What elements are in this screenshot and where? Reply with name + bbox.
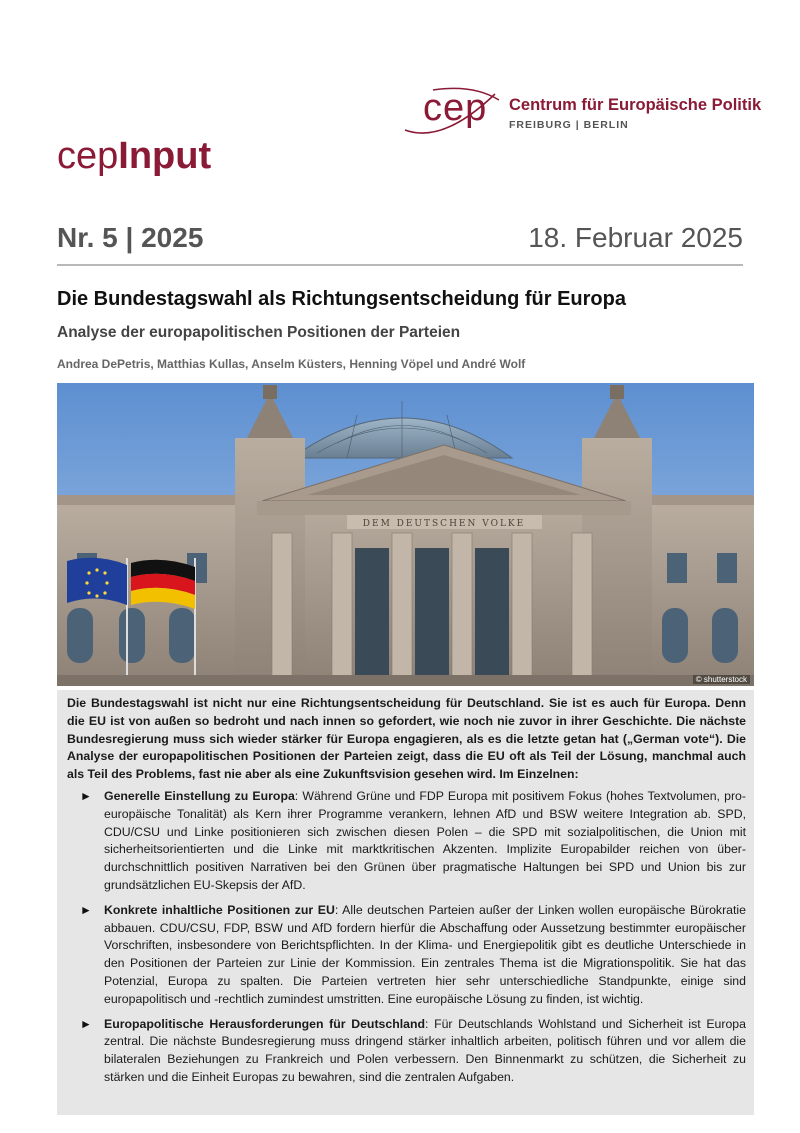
cep-logo [403, 86, 763, 142]
divider [57, 264, 743, 266]
triangle-right-icon: ► [80, 1016, 92, 1031]
logo-wordmark: cep [423, 87, 488, 129]
bullet-lead: Europapolitische Herausforderungen für Deutschland [104, 1016, 426, 1031]
bullet-lead: Konkrete inhaltliche Positionen zur EU [104, 902, 335, 917]
photo-credit: © shutterstock [693, 675, 750, 684]
summary-intro: Die Bundestagswahl ist nicht nur eine Richtungsentscheidung für Deutschland. Sie ist es auch für Europa. Denn die EU ist von außen so bedroht und nach innen so gefordert, wie noch nie zuvor in ihrer Geschichte. Die nächste Bundesregierung muss sich wieder stärker für Europa engagieren, als es die letzte getan hat („German vote“). Die Analyse der europapolitischen Positionen der Parteien zeigt, dass die EU oft als Teil der Lösung, manchmal auch als Teil des Problems, fast nie aber als eine Zukunftsvision gesehen wird. Im Einzelnen: [67, 696, 746, 782]
series-name: Input [118, 135, 212, 177]
summary-box [57, 690, 754, 1115]
reichstag-illustration [57, 383, 754, 686]
bullet-text: : Für Deutschlands Wohlstand und Sicherheit ist Europa zentral. Die nächste Bundesregierung muss dringend stärker inhaltlich arbeiten, politisch führen und vor allem die bilateralen Beziehungen zu Frankreich und Polen verbessern. Den Binnenmarkt zu schützen, die Sicherheit zu stärken und die Einheit Europas zu bewahren, sind die zentralen Aufgaben. [104, 1016, 746, 1084]
triangle-right-icon: ► [80, 788, 92, 803]
bullet-lead: Generelle Einstellung zu Europa [104, 788, 295, 803]
inscription: DEM DEUTSCHEN VOLKE [362, 519, 526, 529]
org-name: Centrum für Europäische Politik [509, 96, 762, 114]
list-item [67, 902, 746, 1009]
reichstag-photo [57, 383, 754, 686]
article-authors: Andrea DePetris, Matthias Kullas, Anselm Küsters, Henning Vöpel und André Wolf [57, 357, 526, 371]
list-item [67, 1016, 746, 1087]
eu-flag-icon [67, 558, 127, 605]
series-title [57, 133, 211, 179]
list-item [67, 788, 746, 895]
summary-bullets [67, 788, 746, 1087]
german-flag-icon [131, 560, 195, 609]
bullet-text: : Während Grüne und FDP Europa mit positivem Fokus (hohes Textvolumen, pro-europäische Tonalität) als Kern ihrer Programme verankern, lehnen AfD und BSW weitere Integration ab. SPD, CDU/CSU und Linke positionieren sich zwischen diesen Polen – die SPD mit sozialpolitischen, die Union mit sicherheitsorientierten und die Linke mit marktkritischen Akzenten. Implizite Europabilder reichen von über-durchschnittlich positiven Narrativen bei den Grünen über pragmatische Haltungen bei SPD und Union bis zur grundsätzlichen EU-Skepsis der AfD. [104, 788, 746, 892]
series-prefix: cep [57, 135, 119, 177]
article-title: Die Bundestagswahl als Richtungsentscheidung für Europa [57, 288, 626, 310]
article-subtitle: Analyse der europapolitischen Positionen der Parteien [57, 324, 461, 341]
issue-date: 18. Februar 2025 [528, 222, 743, 253]
org-city: FREIBURG | BERLIN [509, 119, 629, 131]
triangle-right-icon: ► [80, 902, 92, 917]
issue-number: Nr. 5 | 2025 [57, 222, 204, 253]
bullet-text: : Alle deutschen Parteien außer der Linken wollen europäische Bürokratie abbauen. CDU/CSU, FDP, BSW und AfD fordern hierfür die Abschaffung oder Aussetzung bestimmter europäischer Vorschriften, insbesondere von Berichtspflichten. In der Klima- und Energiepolitik gibt es deutliche Unterschiede in den Positionen der Parteien zur Linie der Kommission. Ein zentrales Thema ist die Migrationspolitik. Sie hat das Potenzial, Europa zu spalten. Die Parteien vertreten hier sehr unterschiedliche Standpunkte, einige sind europapolitisch und -rechtlich zumindest umstritten. Eine europäische Lösung zu finden, ist wichtig. [104, 902, 746, 1006]
